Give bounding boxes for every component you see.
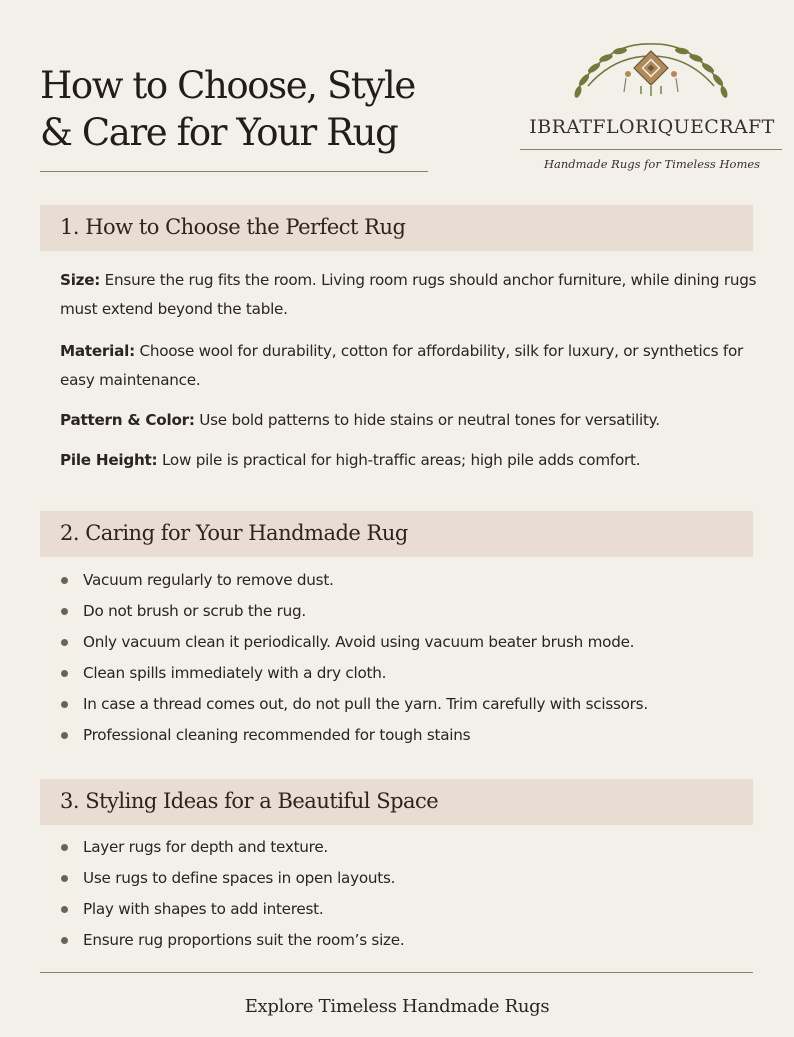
section-2-heading: 2. Caring for Your Handmade Rug: [60, 521, 408, 545]
choose-item-label: Pile Height:: [60, 451, 158, 469]
list-item: Only vacuum clean it periodically. Avoid using vacuum beater brush mode.: [60, 627, 648, 658]
choose-item-label: Material:: [60, 342, 135, 360]
choose-item-size: [60, 266, 760, 324]
brand-name: IBRATFLORIQUECRAFT: [529, 116, 775, 138]
list-item: Do not brush or scrub the rug.: [60, 596, 648, 627]
section-3-heading: 3. Styling Ideas for a Beautiful Space: [60, 789, 439, 813]
choose-item-label: Size:: [60, 271, 101, 289]
choose-item-material: [60, 337, 760, 395]
choose-item-text: Choose wool for durability, cotton for affordability, silk for luxury, or synthetics for easy maintenance.: [60, 342, 743, 389]
title-divider: [40, 171, 428, 172]
choose-item-pattern-color: [60, 406, 760, 435]
brand-tagline: Handmade Rugs for Timeless Homes: [543, 157, 761, 171]
list-item: Clean spills immediately with a dry cloth.: [60, 658, 648, 689]
list-item: Ensure rug proportions suit the room’s size.: [60, 925, 404, 956]
choose-item-text: Ensure the rug fits the room. Living room rugs should anchor furniture, while dining rugs must extend beyond the table.: [60, 271, 757, 318]
floral-ornament-icon: [566, 34, 736, 100]
choose-item-label: Pattern & Color:: [60, 411, 195, 429]
styling-list: [60, 832, 404, 956]
list-item: In case a thread comes out, do not pull the yarn. Trim carefully with scissors.: [60, 689, 648, 720]
page-title-line-2: & Care for Your Rug: [40, 111, 398, 154]
list-item: Vacuum regularly to remove dust.: [60, 565, 648, 596]
list-item: Professional cleaning recommended for tough stains: [60, 720, 648, 751]
care-list: [60, 565, 648, 751]
page-title-line-1: How to Choose, Style: [40, 64, 415, 107]
list-item: Use rugs to define spaces in open layouts.: [60, 863, 404, 894]
list-item: Layer rugs for depth and texture.: [60, 832, 404, 863]
choose-item-text: Low pile is practical for high-traffic areas; high pile adds comfort.: [157, 451, 641, 469]
footer-divider: [40, 972, 753, 973]
section-1-heading: 1. How to Choose the Perfect Rug: [60, 215, 406, 239]
choose-item-text: Use bold patterns to hide stains or neutral tones for versatility.: [194, 411, 660, 429]
choose-item-pile-height: [60, 446, 760, 475]
footer-link[interactable]: Explore Timeless Handmade Rugs: [244, 996, 550, 1017]
brand-divider: [520, 149, 782, 150]
list-item: Play with shapes to add interest.: [60, 894, 404, 925]
page-title: [40, 62, 440, 156]
